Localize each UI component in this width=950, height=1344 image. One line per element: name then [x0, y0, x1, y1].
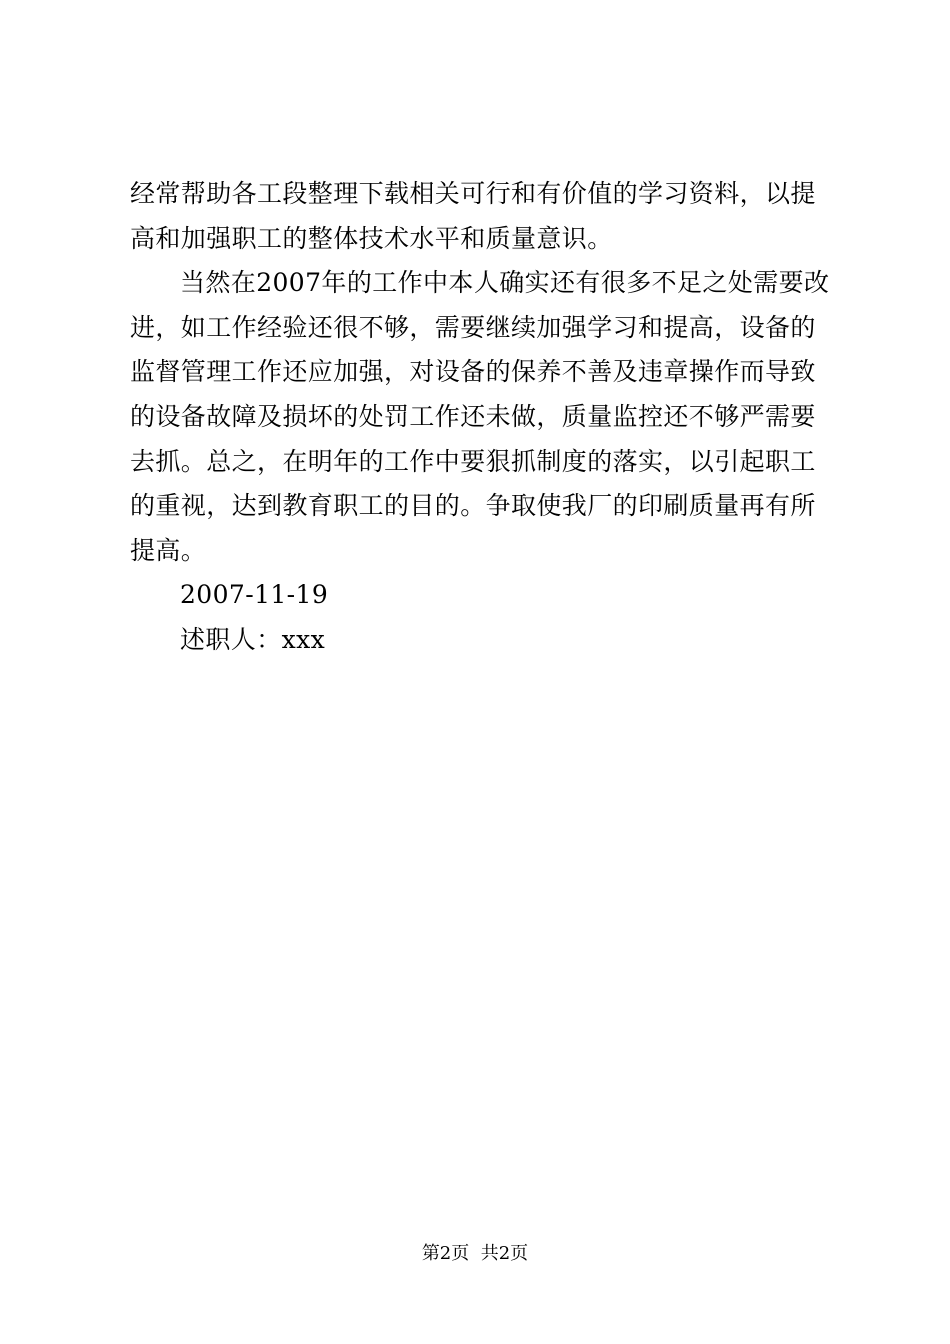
paragraph-line: 高和加强职工的整体技术水平和质量意识。 — [130, 223, 613, 253]
page-footer — [0, 1242, 950, 1266]
paragraph-line: 当然在2007年的工作中本人确实还有很多不足之处需要改 — [180, 268, 830, 298]
paragraph-line: 的重视，达到教育职工的目的。争取使我厂的印刷质量再有所 — [130, 491, 816, 521]
document-signature: 述职人：xxx — [180, 624, 326, 654]
paragraph-line: 经常帮助各工段整理下载相关可行和有价值的学习资料，以提 — [130, 179, 816, 208]
document-date: 2007-11-19 — [180, 580, 329, 610]
paragraph-line: 的设备故障及损坏的处罚工作还未做，质量监控还不够严需要 — [130, 401, 816, 431]
paragraph-line: 提高。 — [130, 535, 207, 565]
document-body — [130, 172, 830, 663]
page-number: 第2页 共2页 — [421, 1243, 529, 1264]
paragraph-line: 监督管理工作还应加强，对设备的保养不善及违章操作而导致 — [130, 357, 816, 387]
paragraph-line: 去抓。总之，在明年的工作中要狠抓制度的落实，以引起职工 — [130, 446, 816, 476]
paragraph-line: 进，如工作经验还很不够，需要继续加强学习和提高，设备的 — [130, 312, 816, 342]
